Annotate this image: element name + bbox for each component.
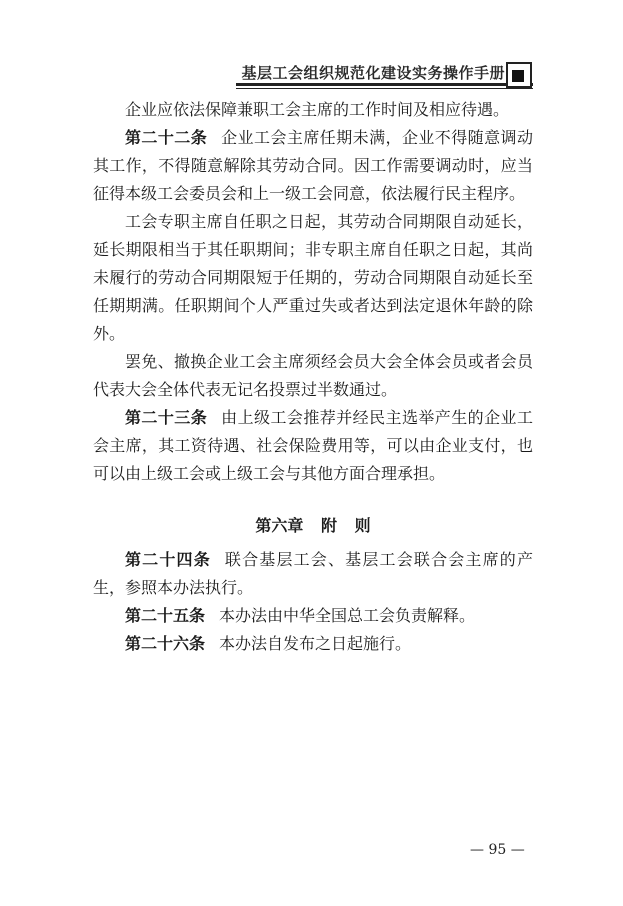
article-text: 由上级工会推荐并经民主选举产生的企业工会主席，其工资待遇、社会保险费用等，可以由企业支付，也可以由上级工会或上级工会与其他方面合理承担。: [93, 408, 533, 483]
header-title: 基层工会组织规范化建设实务操作手册: [241, 64, 505, 82]
header-rule-thick: [236, 83, 533, 86]
header-rule-thin: [236, 88, 533, 89]
article-text: 联合基层工会、基层工会联合会主席的产生，参照本办法执行。: [93, 550, 533, 597]
article-24: [93, 546, 533, 602]
paragraph-text: 工会专职主席自任职之日起，其劳动合同期限自动延长，延长期限相当于其任职期间；非专职主席自任职之日起，其尚未履行的劳动合同期限短于任期的，劳动合同期限自动延长至任期期满。任职期间个人严重过失或者达到法定退休年龄的除外。: [93, 212, 533, 343]
paragraph-text: 罢免、撤换企业工会主席须经会员大会全体会员或者会员代表大会全体代表无记名投票过半数通过。: [93, 352, 533, 399]
paragraph: [93, 96, 533, 124]
article-23: [93, 404, 533, 488]
article-number: 第二十三条: [125, 408, 208, 427]
header-corner-mark-inner: [512, 70, 524, 82]
paragraph: [93, 208, 533, 348]
article-number: 第二十六条: [125, 634, 206, 653]
article-text: 本办法由中华全国总工会负责解释。: [219, 606, 476, 625]
article-number: 第二十五条: [125, 606, 206, 625]
page-body: [93, 96, 533, 658]
paragraph: [93, 348, 533, 404]
article-text: 企业工会主席任期未满，企业不得随意调动其工作，不得随意解除其劳动合同。因工作需要调动时，应当征得本级工会委员会和上一级工会同意，依法履行民主程序。: [93, 128, 533, 203]
article-text: 本办法自发布之日起施行。: [219, 634, 412, 653]
article-25: [93, 602, 533, 630]
paragraph-text: 企业应依法保障兼职工会主席的工作时间及相应待遇。: [125, 100, 510, 119]
article-number: 第二十二条: [125, 128, 208, 147]
page-number: — 95 —: [470, 842, 525, 858]
chapter-heading: 第六章 附 则: [255, 516, 371, 535]
article-number: 第二十四条: [125, 550, 211, 569]
header-corner-mark: [506, 62, 532, 88]
article-22: [93, 124, 533, 208]
page-header: [0, 0, 623, 96]
article-26: [93, 630, 533, 658]
